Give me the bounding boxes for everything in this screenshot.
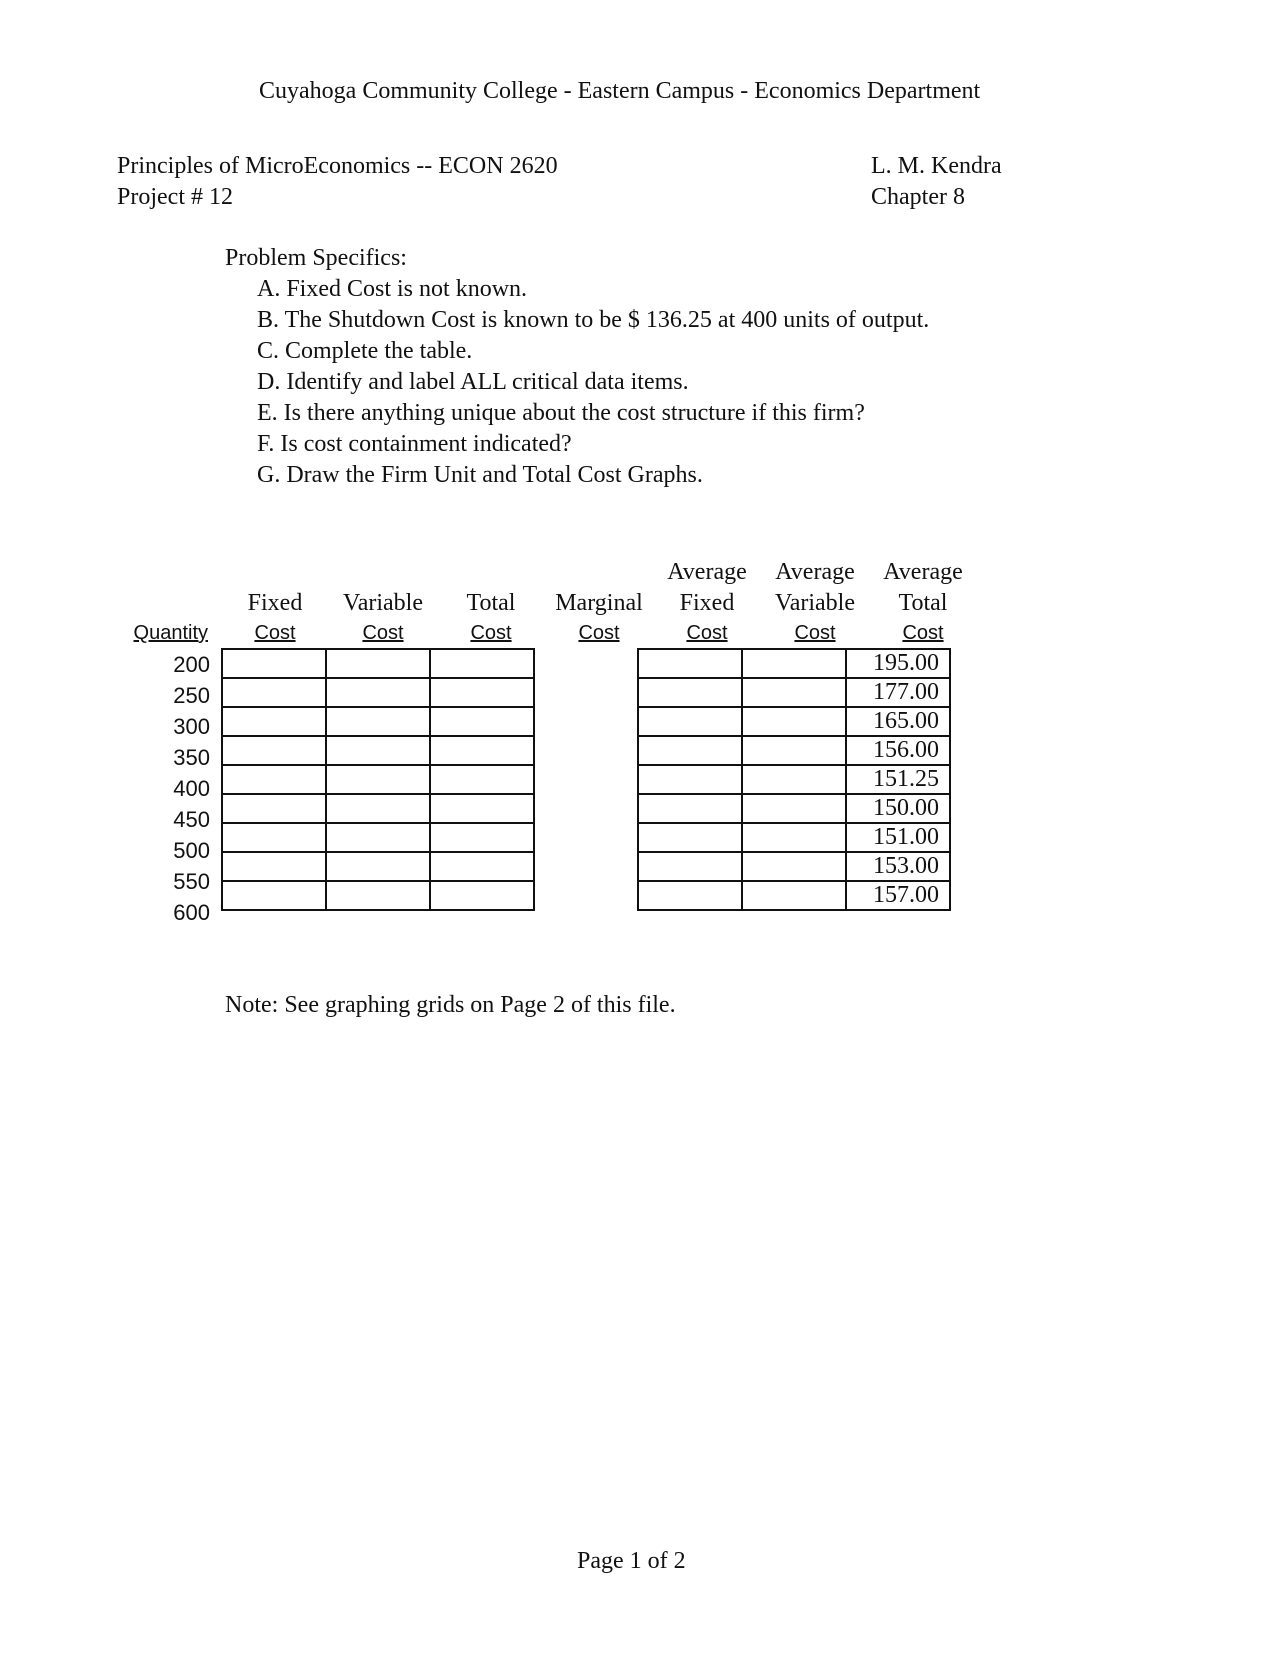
column-header: Fixed [247, 590, 303, 616]
problem-item: G. Draw the Firm Unit and Total Cost Graphs. [257, 462, 703, 488]
quantity-value: 300 [173, 714, 210, 739]
cost-input-cell[interactable] [326, 823, 430, 852]
column-header: Cost [794, 622, 836, 644]
quantity-value: 250 [173, 683, 210, 708]
cost-input-cell[interactable] [742, 852, 846, 881]
cost-input-cell[interactable] [638, 852, 742, 881]
cost-input-cell[interactable] [326, 765, 430, 794]
table-row [222, 765, 950, 794]
cost-input-cell[interactable] [430, 707, 534, 736]
column-header: Cost [578, 622, 620, 644]
cost-input-cell[interactable] [222, 794, 326, 823]
chapter-label: Chapter 8 [871, 184, 965, 210]
column-header: Cost [254, 622, 296, 644]
problem-title: Problem Specifics: [225, 245, 407, 271]
cost-input-cell[interactable] [638, 649, 742, 678]
quantity-value: 400 [173, 776, 210, 801]
marginal-cost-cell[interactable] [534, 881, 638, 910]
instructor-name: L. M. Kendra [871, 153, 1002, 179]
cost-input-cell[interactable] [742, 678, 846, 707]
problem-item: E. Is there anything unique about the cost structure if this firm? [257, 400, 865, 426]
problem-item: C. Complete the table. [257, 338, 473, 364]
column-header: Total [898, 590, 948, 616]
cost-input-cell[interactable] [430, 678, 534, 707]
cost-table [221, 648, 951, 911]
column-header: Variable [775, 590, 855, 616]
table-row [222, 678, 950, 707]
marginal-cost-cell[interactable] [534, 852, 638, 881]
cost-input-cell[interactable] [638, 765, 742, 794]
cost-input-cell[interactable] [638, 707, 742, 736]
marginal-cost-cell[interactable] [534, 823, 638, 852]
avg-total-cost-cell: 195.00 [846, 649, 950, 678]
cost-input-cell[interactable] [222, 678, 326, 707]
column-header: Average [883, 559, 963, 585]
problem-item: F. Is cost containment indicated? [257, 431, 572, 457]
table-row [222, 649, 950, 678]
cost-input-cell[interactable] [430, 765, 534, 794]
marginal-cost-cell[interactable] [534, 678, 638, 707]
cost-input-cell[interactable] [638, 794, 742, 823]
cost-input-cell[interactable] [742, 794, 846, 823]
cost-input-cell[interactable] [430, 736, 534, 765]
column-header: Fixed [679, 590, 735, 616]
institution-title: Cuyahoga Community College - Eastern Campus - Economics Department [259, 78, 981, 104]
cost-input-cell[interactable] [638, 736, 742, 765]
problem-item: B. The Shutdown Cost is known to be $ 136.25 at 400 units of output. [257, 307, 930, 333]
column-header: Cost [362, 622, 404, 644]
problem-item: D. Identify and label ALL critical data items. [257, 369, 689, 395]
avg-total-cost-cell: 151.25 [846, 765, 950, 794]
marginal-cost-cell[interactable] [534, 649, 638, 678]
cost-input-cell[interactable] [742, 707, 846, 736]
cost-input-cell[interactable] [430, 823, 534, 852]
avg-total-cost-cell: 156.00 [846, 736, 950, 765]
cost-input-cell[interactable] [326, 736, 430, 765]
column-header: Average [775, 559, 855, 585]
column-header: Total [466, 590, 516, 616]
avg-total-cost-cell: 177.00 [846, 678, 950, 707]
cost-input-cell[interactable] [430, 881, 534, 910]
quantity-value: 500 [173, 838, 210, 863]
cost-input-cell[interactable] [222, 649, 326, 678]
cost-input-cell[interactable] [222, 852, 326, 881]
page-number: Page 1 of 2 [577, 1548, 686, 1574]
quantity-value: 200 [173, 652, 210, 677]
quantity-value: 350 [173, 745, 210, 770]
project-number: Project # 12 [117, 184, 233, 210]
table-row [222, 736, 950, 765]
problem-item: A. Fixed Cost is not known. [257, 276, 528, 302]
cost-input-cell[interactable] [326, 881, 430, 910]
cost-input-cell[interactable] [638, 678, 742, 707]
cost-input-cell[interactable] [222, 765, 326, 794]
cost-input-cell[interactable] [430, 649, 534, 678]
cost-input-cell[interactable] [326, 852, 430, 881]
avg-total-cost-cell: 150.00 [846, 794, 950, 823]
cost-input-cell[interactable] [222, 823, 326, 852]
quantity-value: 550 [173, 869, 210, 894]
column-header: Variable [343, 590, 423, 616]
cost-input-cell[interactable] [638, 881, 742, 910]
avg-total-cost-cell: 151.00 [846, 823, 950, 852]
note-text: Note: See graphing grids on Page 2 of this file. [225, 992, 676, 1018]
cost-input-cell[interactable] [326, 678, 430, 707]
column-header: Cost [902, 622, 944, 644]
cost-input-cell[interactable] [742, 823, 846, 852]
cost-input-cell[interactable] [326, 649, 430, 678]
cost-input-cell[interactable] [742, 765, 846, 794]
cost-input-cell[interactable] [222, 707, 326, 736]
table-row [222, 794, 950, 823]
cost-input-cell[interactable] [326, 707, 430, 736]
cost-input-cell[interactable] [222, 736, 326, 765]
quantity-value: 450 [173, 807, 210, 832]
column-header: Average [667, 559, 747, 585]
cost-input-cell[interactable] [742, 736, 846, 765]
quantity-value: 600 [173, 900, 210, 925]
column-header: Cost [686, 622, 728, 644]
avg-total-cost-cell: 165.00 [846, 707, 950, 736]
course-title: Principles of MicroEconomics -- ECON 2620 [117, 153, 558, 179]
marginal-cost-cell[interactable] [534, 707, 638, 736]
column-header: Marginal [555, 590, 643, 616]
cost-input-cell[interactable] [430, 794, 534, 823]
cost-input-cell[interactable] [638, 823, 742, 852]
quantity-header: Quantity [133, 622, 208, 644]
cost-input-cell[interactable] [430, 852, 534, 881]
column-header: Cost [470, 622, 512, 644]
avg-total-cost-cell: 157.00 [846, 881, 950, 910]
marginal-cost-cell[interactable] [534, 736, 638, 765]
table-row [222, 823, 950, 852]
table-row [222, 852, 950, 881]
avg-total-cost-cell: 153.00 [846, 852, 950, 881]
cost-input-cell[interactable] [742, 649, 846, 678]
marginal-cost-cell[interactable] [534, 794, 638, 823]
cost-input-cell[interactable] [326, 794, 430, 823]
cost-input-cell[interactable] [742, 881, 846, 910]
marginal-cost-cell[interactable] [534, 765, 638, 794]
cost-input-cell[interactable] [222, 881, 326, 910]
table-row [222, 707, 950, 736]
table-row [222, 881, 950, 910]
